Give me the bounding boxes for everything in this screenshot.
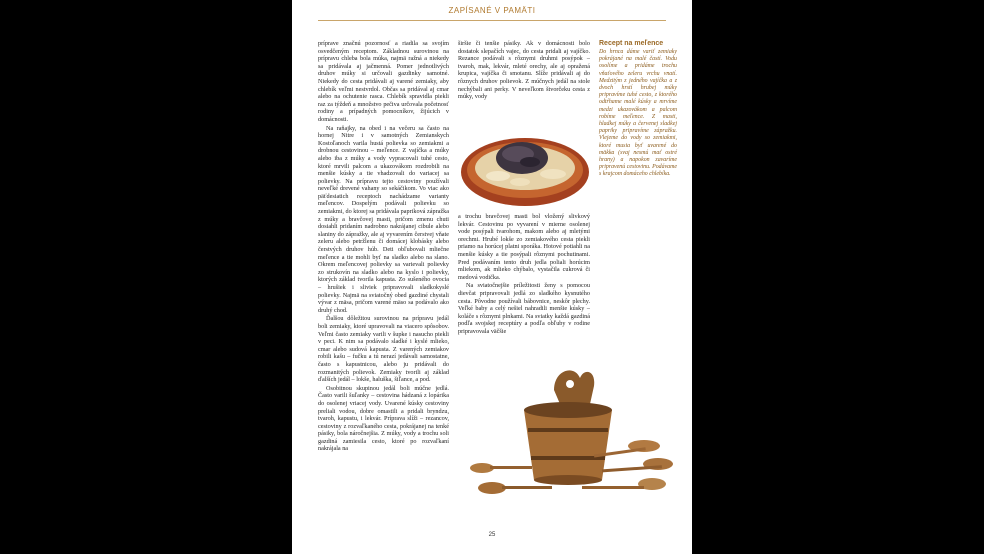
recipe-text: Do hrnca dáme variť zemiaky pokrájané na malé častí. Vodu osolíme a pridáme trochu vňaťového zeleru vrchu vnatí. Medzitým z jedného vajíčka a z dvoch hrstí hrubej múky pripravíme tuhé cesto, z ktorého odtŕhame malé kúsky a mrvíme medzi ukazovákom a palcom robíme meľence. Z masti, hladkej múky a červenej sladkej papriky pripravíme zápražku. Vlejeme do vody so zemiakmi, ktoré musia byť uvarené do mäkka (svaj nesmú mať ostré hrany) a napokon zavaríme pripravenú cestovinu. Podávame s krajcom domáceho chlebíka. — [599, 49, 677, 178]
header-rule — [318, 20, 666, 21]
paragraph: Na sviatočnejšie príležitosti ženy s pomocou dievčat pripravovali jedlá zo sladkého kysnutého cesta. Pôvodne používali bábovnice, neskôr plechy. Veľké baby a celý nešiel nahradili menšie kúsky – koláče s rôznymi plnkami. Na sviatky každá gazdiná podľa svojskej receptúry a podľa obľuby v rodine pripravovala väčšie — [458, 282, 590, 335]
recipe-title: Recept na meľence — [599, 40, 664, 47]
paragraph: Na raňajky, na obed i na večeru sa často na hornej Nitre i v samotných Zemianskych Kostoľanoch varila hustá polievka so zemiakmi a drobnou cestovinou – meľence. Z vajíčka a múky alebo iba z múky a vody vypracovali tuhé cesto, ktoré mrvili palcom a ukazovákom rozdrobili na menšie kúsky a tie vhadzovali do variacej sa polievky. Na prípravu tejto cestoviny používali neveľké drevené vahany so sekáčikom. Vo viac ako päťdesiatich receptoch nachádzame varianty meľencov. Dospelým podávali polievku so zemiakmi, do ktorej sa pridávala papriková zápražka z múky a bravčovej masti, pričom zmenu chuti dosiahli pridaním nadrobno nakrájanej cibule alebo slaniny do zápražky, ale aj vyvarením čerstvej vňate zeleru alebo petržlenu či domácej klobásky alebo čerstvých druhov húb. Deti obľubovali mliečne meľence a tie mohli byť na sladko alebo na slano. Okrem meľencovej polievky sa varievali polievky zo strukovín na sladko alebo na kyslo i polievky, ktorých základ tvorila kapusta. Zo sušeného ovocia – hrušiek i sliviek pripravovali sladkokyslé polievky. Najmä na sviatočný obed gazdiné chystali vývar z mäsa, pričom varené mäso sa podávalo ako druhý chod. — [318, 124, 449, 314]
text-column-2-top — [458, 40, 590, 102]
paragraph: Ďalšou dôležitou surovinou na prípravu jedál boli zemiaky, ktoré upravovali na viacero spôsobov. Veľmi často zemiaky varili v šupke i nasucho piekli v peci. K nim sa podávalo sladké i kyslé mlieko, cmar alebo sudová kapusta. Z varených zemiakov robili kašu – fučku a tú nerazí jedávali samostatne, často s kapustnicou, alebo ju pridávali do rozmanitých polievok. Zemiaky tvorili aj základ ďalších jedál – lokše, haluška, šiľance, a pod. — [318, 315, 449, 384]
text-column-1 — [318, 40, 449, 454]
paragraph: Osobitnou skupinou jedál boli múčne jedlá. Často varili šuľanky – cestovina hádzaná z lopárika do osolenej vriacej vody. Uvarené kúsky cestoviny preliali vodou, dobre omastili a pridali bryndzu, tvaroh, kapustu, i lekvár. Príprava slíži – rezancov, cestoviny z rozvaľkaného cesta, pokrájanej na tenké pásiky, bola náročnejšia. Z múky, vody a trochu soli gazdiná zamiesila cesto, ktoré po rozvaľkaní nakrájala na — [318, 384, 449, 453]
paragraph: a trochu bravčovej masti bol vložený slivkový lekvár. Cestovinu po vyvarení v mierne osolenej vode posýpali tvarohom, makom alebo aj mletými orechmi. Hrubé lokše zo zemiakového cesta piekli priamo na horúcej platni sporáka. Hotové potiahli na menšie kúsky a tie posýpali rôznymi pochutinami. Pred podávaním tento druh jedla poliali horúcim mliekom, ak mlieko chýbalo, vystačila cukrová či medová vodička. — [458, 213, 590, 281]
paragraph: širšie či tenšie pásiky. Ak v domácnosti bolo dostatok slepačích vajec, do cesta pridali aj vajíčko. Rezance podávali s rôznymi druhmi posýpok – tvaroh, mak, lekvár, mleté orechy, ale aj opražená krupica, vajíčka či smotanu. Slíže pridávali aj do rôznych druhov polievok. Z múčnych jedál na stole nechýbali ani perky. V neveľkom štvorčeku cesta z múky, vody — [458, 40, 590, 101]
magazine-page — [292, 0, 692, 554]
running-header: ZAPÍSANÉ V PAMÄTI — [448, 6, 536, 15]
plate-photo — [458, 116, 592, 208]
wooden-utensils-photo — [462, 360, 690, 510]
recipe-sidebar — [599, 40, 677, 179]
text-column-2-bottom — [458, 213, 590, 337]
paragraph: príprave značnú pozornosť a riadila sa svojím osvedčeným receptom. Základnou surovinou na prípravu chleba bola múka, najmä ražná a niekedy sa pridávala aj jačmenná. Pomer jednotlivých druhov múky si určovali gazdinky samotné. Niekedy do cesta pridávali aj varené zemiaky, aby chlebík veľmi nestvrdol. Občas sa pridával aj cmar alebo na ochutenie rasca. Chlebík spravidla piekli raz za týždeň a množstvo pečiva určovala početnosť rodiny a prípadných pomocníkov, žijúcich v domácnosti. — [318, 40, 449, 123]
page-number: 25 — [488, 532, 496, 538]
